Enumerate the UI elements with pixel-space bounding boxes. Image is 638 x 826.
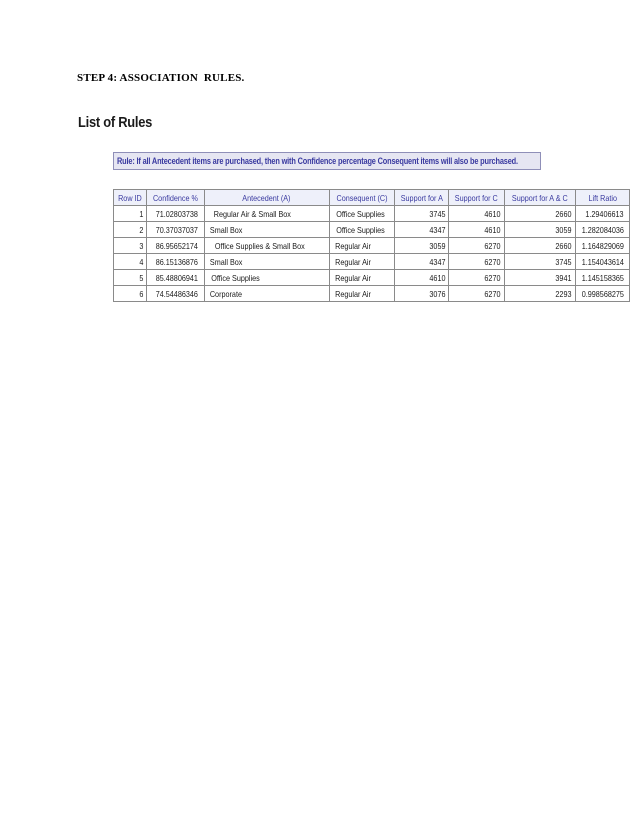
cell-support-a: 4347	[394, 222, 449, 238]
cell-row-id: 4	[114, 254, 147, 270]
rule-banner-text: Rule: If all Antecedent items are purchased, then with Confidence percentage Consequent items will also be purchased.	[117, 156, 518, 166]
cell-lift-ratio: 1.164829069	[575, 238, 630, 254]
cell-antecedent: Small Box	[204, 222, 329, 238]
cell-lift-ratio: 1.145158365	[575, 270, 630, 286]
cell-consequent: Regular Air	[329, 270, 394, 286]
cell-row-id: 3	[114, 238, 147, 254]
cell-support-ac: 2293	[505, 286, 576, 302]
cell-support-ac: 2660	[505, 206, 576, 222]
cell-support-a: 3745	[394, 206, 449, 222]
cell-lift-ratio: 1.29406613	[575, 206, 630, 222]
cell-consequent: Regular Air	[329, 254, 394, 270]
cell-antecedent: Corporate	[204, 286, 329, 302]
cell-confidence: 71.02803738	[146, 206, 204, 222]
cell-antecedent: Office Supplies & Small Box	[204, 238, 329, 254]
cell-support-c: 4610	[449, 222, 505, 238]
cell-support-c: 6270	[449, 270, 505, 286]
cell-support-ac: 2660	[505, 238, 576, 254]
cell-consequent: Regular Air	[329, 286, 394, 302]
cell-support-c: 6270	[449, 286, 505, 302]
header-confidence: Confidence %	[146, 190, 204, 206]
cell-confidence: 74.54486346	[146, 286, 204, 302]
header-support-ac: Support for A & C	[505, 190, 576, 206]
cell-lift-ratio: 1.154043614	[575, 254, 630, 270]
cell-confidence: 85.48806941	[146, 270, 204, 286]
cell-row-id: 5	[114, 270, 147, 286]
table-row	[114, 270, 630, 286]
header-row-id: Row ID	[114, 190, 147, 206]
rules-table	[113, 189, 630, 302]
cell-confidence: 70.37037037	[146, 222, 204, 238]
cell-support-a: 4347	[394, 254, 449, 270]
section-title: List of Rules	[78, 114, 153, 131]
cell-confidence: 86.95652174	[146, 238, 204, 254]
table-row	[114, 222, 630, 238]
cell-support-c: 6270	[449, 254, 505, 270]
header-support-a: Support for A	[394, 190, 449, 206]
cell-lift-ratio: 1.282084036	[575, 222, 630, 238]
cell-antecedent: Regular Air & Small Box	[204, 206, 329, 222]
cell-antecedent: Office Supplies	[204, 270, 329, 286]
cell-antecedent: Small Box	[204, 254, 329, 270]
cell-support-ac: 3941	[505, 270, 576, 286]
table-row	[114, 206, 630, 222]
cell-row-id: 2	[114, 222, 147, 238]
header-support-c: Support for C	[449, 190, 505, 206]
cell-row-id: 1	[114, 206, 147, 222]
cell-confidence: 86.15136876	[146, 254, 204, 270]
cell-consequent: Regular Air	[329, 238, 394, 254]
header-lift-ratio: Lift Ratio	[575, 190, 630, 206]
cell-support-c: 6270	[449, 238, 505, 254]
table-row	[114, 286, 630, 302]
table-header-row	[114, 190, 630, 206]
cell-support-a: 4610	[394, 270, 449, 286]
cell-consequent: Office Supplies	[329, 206, 394, 222]
cell-support-a: 3076	[394, 286, 449, 302]
cell-consequent: Office Supplies	[329, 222, 394, 238]
table-row	[114, 238, 630, 254]
header-antecedent: Antecedent (A)	[204, 190, 329, 206]
cell-row-id: 6	[114, 286, 147, 302]
cell-support-ac: 3745	[505, 254, 576, 270]
rule-banner	[113, 152, 541, 170]
header-consequent: Consequent (C)	[329, 190, 394, 206]
step-heading: STEP 4: ASSOCIATION RULES.	[77, 72, 245, 84]
cell-lift-ratio: 0.998568275	[575, 286, 630, 302]
cell-support-ac: 3059	[505, 222, 576, 238]
cell-support-c: 4610	[449, 206, 505, 222]
cell-support-a: 3059	[394, 238, 449, 254]
table-row	[114, 254, 630, 270]
